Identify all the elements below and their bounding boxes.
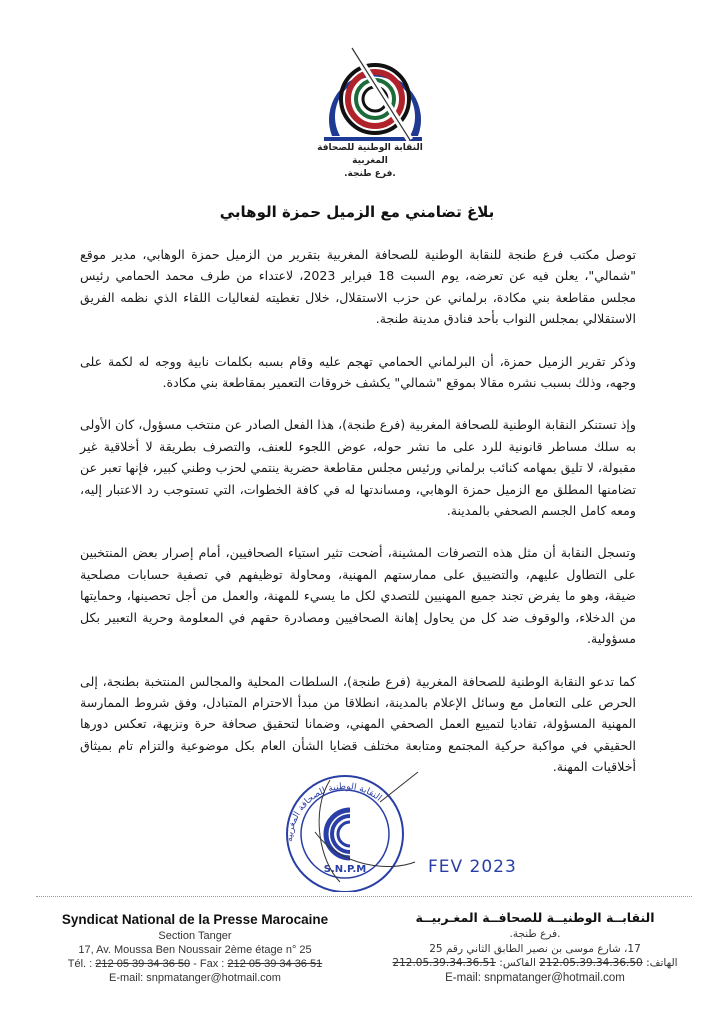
logo-org-name: النقابة الوطنية للصحافة المغربية	[317, 143, 423, 166]
stamp-date: FEV 2023	[428, 857, 517, 877]
tel-number-ar: 212.05.39.34.36.50	[539, 957, 643, 969]
footer-phone-ar	[385, 956, 685, 971]
footer-org-fr: Syndicat National de la Presse Marocaine	[61, 912, 329, 927]
snpm-logo	[318, 44, 428, 144]
tel-number: 212 05 39 34 36 50	[95, 958, 191, 970]
official-stamp	[270, 772, 420, 892]
document-body	[80, 244, 636, 799]
footer-address-fr: 17, Av. Moussa Ben Noussair 2ème étage n° 25	[78, 944, 312, 956]
footer-branch-ar: .فرع طنجة.	[509, 928, 561, 940]
footer-email-fr[interactable]: E-mail: snpmatanger@hotmail.com	[109, 972, 281, 984]
footer-org-ar: النقابــة الوطنيــة للصحافــة المغـربيــة	[415, 910, 655, 925]
fax-label-ar: الفاكس:	[495, 957, 540, 969]
footer-arabic	[385, 909, 685, 985]
fax-number: 212 05 39 34 36 51	[227, 958, 323, 970]
logo-branch: .فرع طنجة.	[344, 169, 396, 179]
footer-french	[30, 911, 360, 985]
logo-caption	[300, 142, 440, 181]
document-title: بلاغ تضامني مع الزميل حمزة الوهابي	[219, 203, 495, 221]
fax-label: - Fax :	[190, 958, 225, 970]
paragraph: وذكر تقرير الزميل حمزة، أن البرلماني الحمامي تهجم عليه وقام بسبه بكلمات نابية ووجه له لكمة على وجهه، وذلك بسبب نشره مقالا بموقع "شمالي" يكشف خروقات التعمير بمقاطعة بني مكادة.	[80, 353, 636, 391]
paragraph: وإذ تستنكر النقابة الوطنية للصحافة المغربية (فرع طنجة)، هذا الفعل الصادر عن منتخب مسؤول، كان الأولى به سلك مساطر قانونية للرد على ما نشر حوله، عوض اللجوء للعنف، والتصرف بطريقة لا أخلاقية غير مقبولة، لا تليق بمهامه كنائب برلماني ورئيس مجلس مقاطعة حضرية ينتمي لحزب وطني كبير، فإنها تعبر عن تضامنها المطلق مع الزميل حمزة الوهابي، ومساندتها له في كافة الخطوات، التي تستوجب رد الاعتبار إليه، ومعه كامل الجسم الصحفي بالمدينة.	[80, 417, 636, 519]
svg-text:النقابة الوطنية للصحافة المغرب	[285, 782, 383, 842]
paragraph: توصل مكتب فرع طنجة للنقابة الوطنية للصحافة المغربية بتقرير من الزميل حمزة الوهابي، مدير موقع "شمالي"، يعلن فيه عن تعرضه، يوم السبت 18 فبراير 2023، لاعتداء من طرف محمد الحمامي رئيس مجلس مقاطعة بني مكادة، برلماني عن حزب الاستقلال، خلال تغطيته لفعاليات اللقاء الذي نظمه الفريق الاستقلالي بمجلس النواب بأحد فنادق مدينة طنجة.	[80, 247, 636, 327]
footer-separator	[36, 896, 692, 897]
tel-label-ar: الهاتف:	[642, 957, 678, 969]
footer-address-ar: 17، شارع موسى بن نصير الطابق الثاني رقم 25	[429, 942, 641, 955]
stamp-text: S.N.P.M	[323, 864, 367, 875]
paragraph: وتسجل النقابة أن مثل هذه التصرفات المشينة، أضحت تثير استياء الصحافيين، أمام إصرار بعض المنتخبين على التطاول عليهم، والتضييق على ممارستهم المهنية، ومحاولة توظيفهم في تصفية حسابات مصلحية ضيقة، وهو ما يفرض تجند جميع المهنيين للتصدي لكل ما يسيء للمهنة، والعمل من أجل تحصينها، وحمايتها من الدخلاء، والوقوف ضد كل من يحاول إهانة الصحافيين ومصادرة حقهم في المعلومة وحرية التعبير بكل مسؤولية.	[80, 545, 636, 647]
stamp-ring-text: النقابة الوطنية للصحافة المغربية	[284, 781, 384, 843]
footer-phone-fr	[30, 957, 360, 971]
fax-number-ar: 212.05.39.34.36.51	[392, 957, 496, 969]
paragraph: كما تدعو النقابة الوطنية للصحافة المغربية (فرع طنجة)، السلطات المحلية والمجالس المنتخبة بطنجة، إلى الحرص على التعامل مع وسائل الإعلام بالمدينة، انطلاقا من مبدأ الاحترام المتبادل، وفق شروط الممارسة المهنية المسؤولة، تفاديا لتمييع العمل الصحفي المهني، وضمانا لتحقيق صحافة حرة ونزيهة، تعكس دورها الحقيقي في مواكبة حركية المجتمع ومتابعة مختلف قضايا الشأن العام بكل موضوعية والتزام تام بميثاق أخلاقيات المهنة.	[80, 673, 636, 775]
tel-label: Tél. :	[67, 958, 93, 970]
footer-section-fr: Section Tanger	[158, 930, 232, 942]
footer-email-ar[interactable]: E-mail: snpmatanger@hotmail.com	[445, 971, 625, 984]
